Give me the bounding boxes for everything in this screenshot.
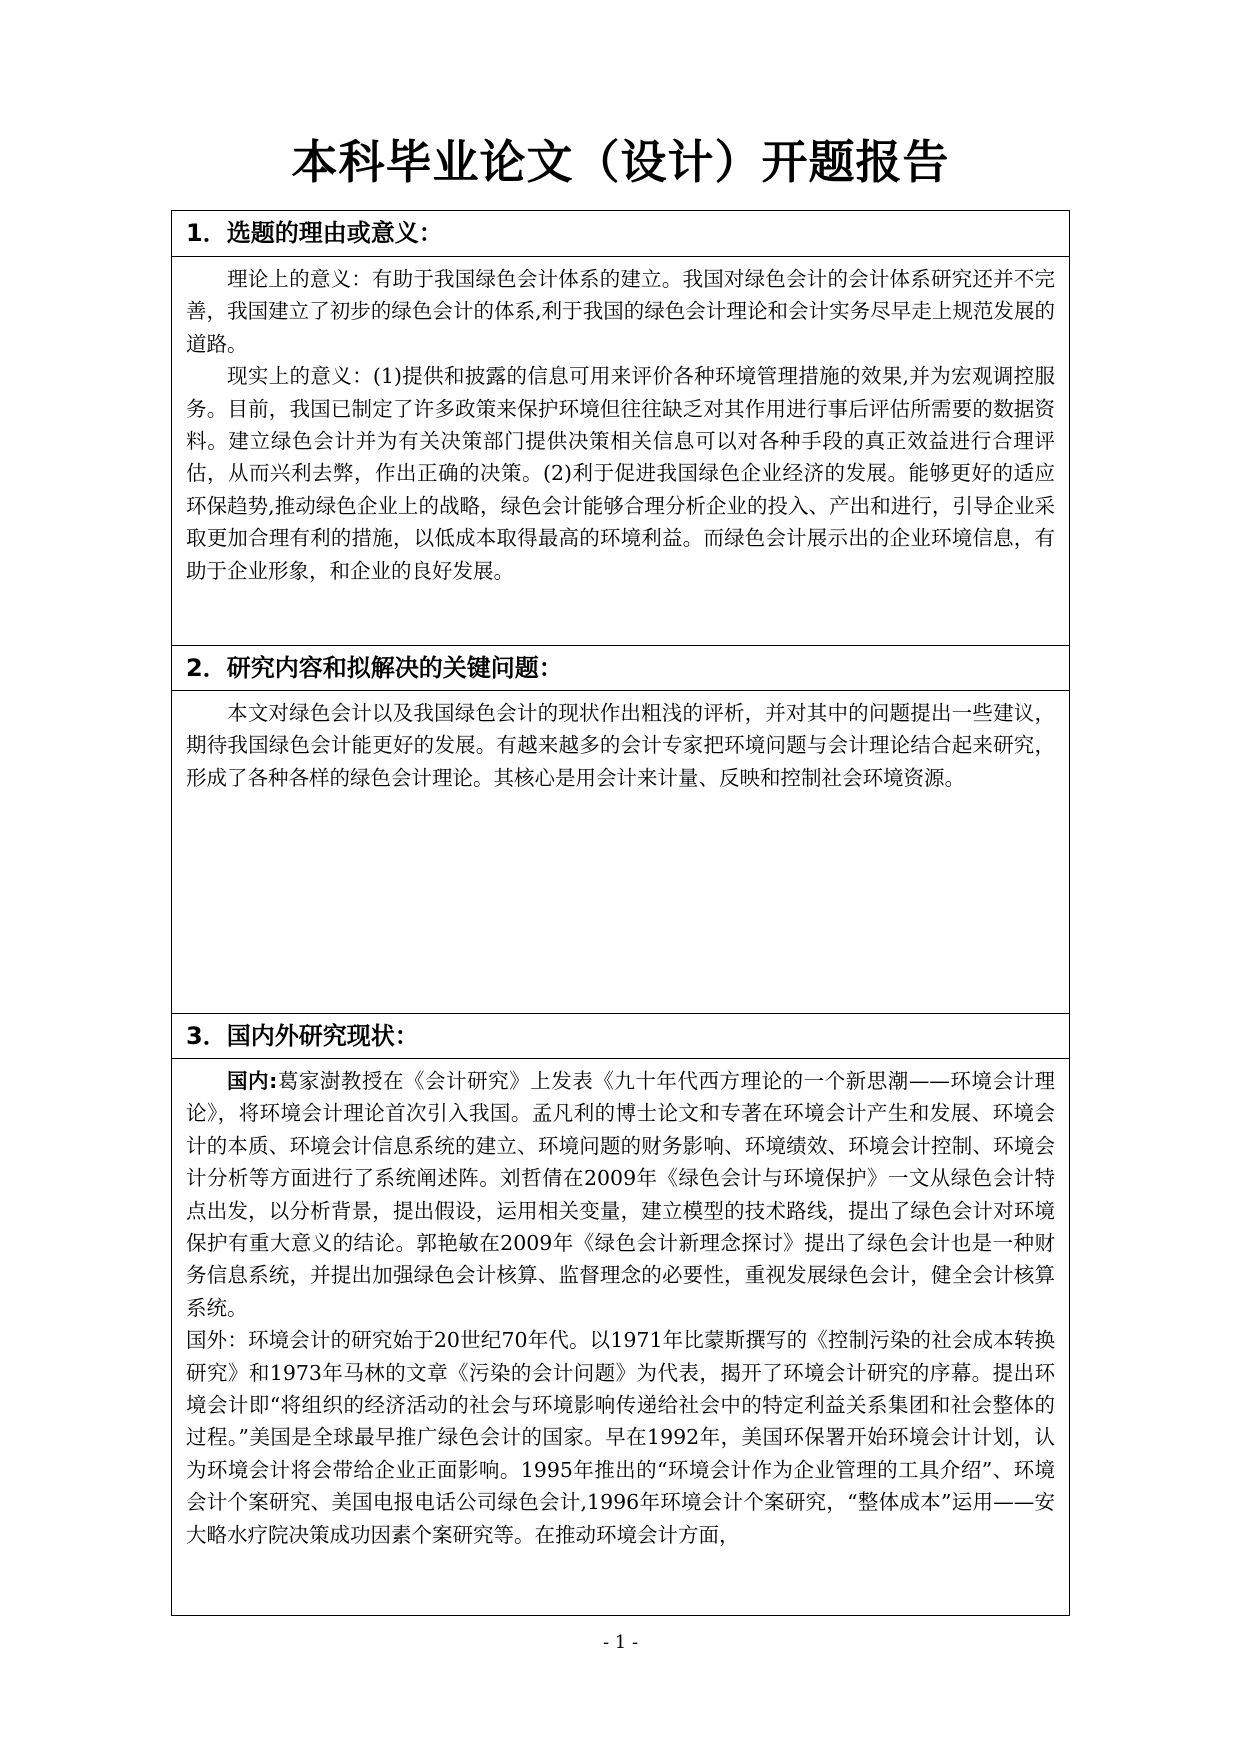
domestic-label: 国内:	[227, 1069, 278, 1093]
section-1-paragraph-1: 理论上的意义：有助于我国绿色会计体系的建立。我国对绿色会计的会计体系研究还并不完善，我国建立了初步的绿色会计的体系,利于我国的绿色会计理论和会计实务尽早走上规范发展的道路。	[186, 267, 1055, 356]
section-3-heading: 3．国内外研究现状：	[172, 1013, 1069, 1059]
section-1-paragraph-2: 现实上的意义：(1)提供和披露的信息可用来评价各种环境管理措施的效果,并为宏观调控服务。目前，我国已制定了许多政策来保护环境但往往缺乏对其作用进行事后评估所需要的数据资料。建立绿色会计并为有关决策部门提供决策相关信息可以对各种手段的真正效益进行合理评估，从而兴利去弊，作出正确的决策。(2)利于促进我国绿色企业经济的发展。能够更好的适应环保趋势,推动绿色企业上的战略，绿色会计能够合理分析企业的投入、产出和进行，引导企业采取更加合理有利的措施，以低成本取得最高的环境利益。而绿色会计展示出的企业环境信息，有助于企业形象，和企业的良好发展。	[186, 364, 1055, 583]
section-1-heading: 1．选题的理由或意义：	[172, 211, 1069, 257]
domestic-text: 葛家澍教授在《会计研究》上发表《九十年代西方理论的一个新思潮——环境会计理论》，将环境会计理论首次引入我国。孟凡利的博士论文和专著在环境会计产生和发展、环境会计的本质、环境会计信息系统的建立、环境问题的财务影响、环境绩效、环境会计控制、环境会计分析等方面进行了系统阐述阵。刘哲倩在2009年《绿色会计与环境保护》一文从绿色会计特点出发，以分析背景，提出假设，运用相关变量，建立模型的技术路线，提出了绿色会计对环境保护有重大意义的结论。郭艳敏在2009年《绿色会计新理念探讨》提出了绿色会计也是一种财务信息系统，并提出加强绿色会计核算、监督理念的必要性，重视发展绿色会计，健全会计核算系统。	[186, 1069, 1056, 1320]
section-3-body	[172, 1059, 1069, 1615]
section-2-body	[172, 691, 1069, 1013]
section-1-body	[172, 257, 1069, 645]
section-2-paragraph-1: 本文对绿色会计以及我国绿色会计的现状作出粗浅的评析，并对其中的问题提出一些建议，期待我国绿色会计能更好的发展。有越来越多的会计专家把环境问题与会计理论结合起来研究，形成了各种各样的绿色会计理论。其核心是用会计来计量、反映和控制社会环境资源。	[186, 701, 1055, 790]
section-3-domestic-paragraph	[186, 1065, 1055, 1324]
page-title: 本科毕业论文（设计）开题报告	[291, 135, 950, 189]
report-table	[171, 210, 1070, 1616]
page-number: - 1 -	[602, 1632, 639, 1653]
section-3-foreign-paragraph: 国外：环境会计的研究始于20世纪70年代。以1971年比蒙斯撰写的《控制污染的社会成本转换研究》和1973年马林的文章《污染的会计问题》为代表，揭开了环境会计研究的序幕。提出环境会计即“将组织的经济活动的社会与环境影响传递给社会中的特定利益关系集团和社会整体的过程。”美国是全球最早推广绿色会计的国家。早在1992年，美国环保署开始环境会计计划，认为环境会计将会带给企业正面影响。1995年推出的“环境会计作为企业管理的工具介绍”、环境会计个案研究、美国电报电话公司绿色会计,1996年环境会计个案研究，“整体成本”运用——安大略水疗院决策成功因素个案研究等。在推动环境会计方面，	[186, 1328, 1055, 1547]
section-2-heading: 2．研究内容和拟解决的关键问题：	[172, 645, 1069, 691]
